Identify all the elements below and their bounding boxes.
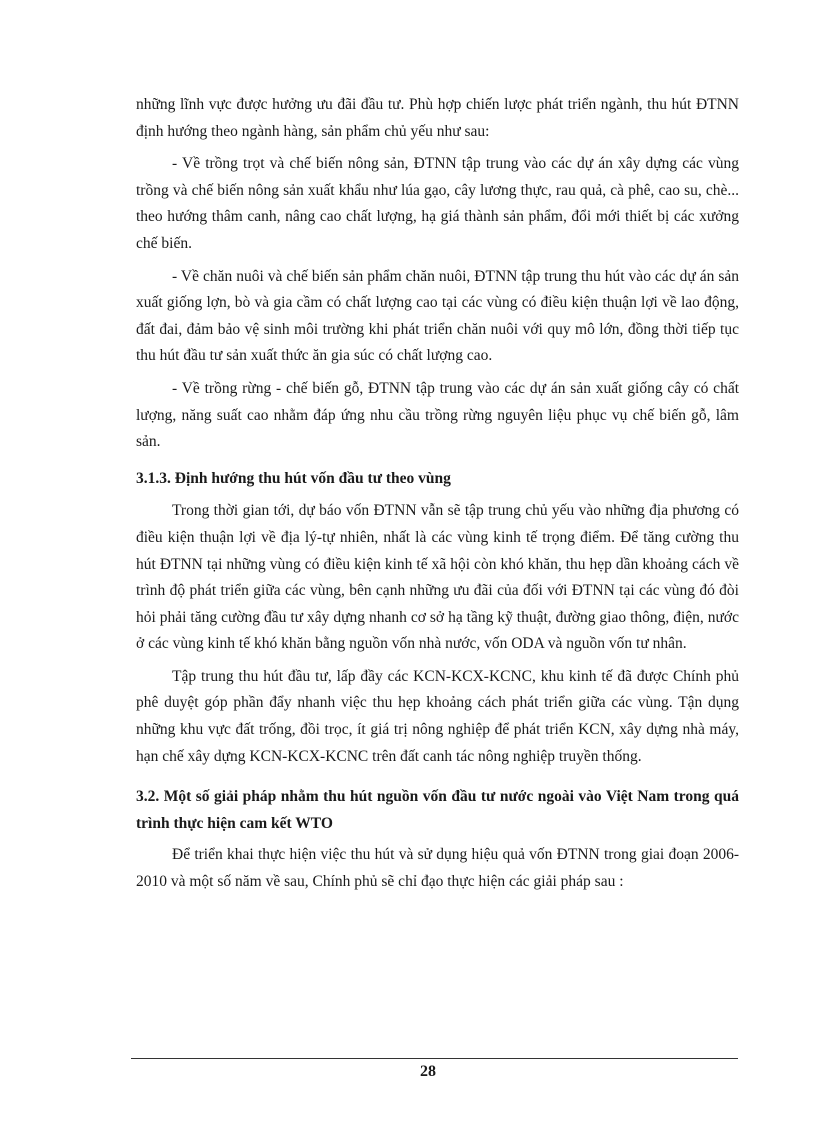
- page-number: 28: [420, 1063, 436, 1080]
- paragraph-crops: - Về trồng trọt và chế biến nông sản, ĐTNN tập trung vào các dự án xây dựng các vùng trồng và chế biến nông sản xuất khẩu như lúa gạo, cây lương thực, rau quả, cà phê, cao su, chè... theo hướng thâm canh, nâng cao chất lượng, hạ giá thành sản phẩm, đổi mới thiết bị các xưởng chế biến.: [136, 155, 739, 252]
- section-heading-3-1-3: 3.1.3. Định hướng thu hút vốn đầu tư theo vùng: [136, 469, 451, 487]
- paragraph-intro: những lĩnh vực được hưởng ưu đãi đầu tư. Phù hợp chiến lược phát triển ngành, thu hút ĐTNN định hướng theo ngành hàng, sản phẩm chủ yếu như sau:: [136, 96, 739, 140]
- paragraph-forestry: - Về trồng rừng - chế biến gỗ, ĐTNN tập trung vào các dự án sản xuất giống cây có chất lượng, năng suất cao nhằm đáp ứng nhu cầu trồng rừng nguyên liệu phục vụ chế biến gỗ, lâm sản.: [136, 379, 739, 451]
- footer-divider: [131, 1058, 738, 1059]
- paragraph-region-1: Trong thời gian tới, dự báo vốn ĐTNN vẫn sẽ tập trung chủ yếu vào những địa phương có điều kiện thuận lợi về địa lý-tự nhiên, nhất là các vùng kinh tế trọng điểm. Để tăng cường thu hút ĐTNN tại những vùng có điều kiện kinh tế xã hội còn khó khăn, thu hẹp dần khoảng cách về trình độ phát triển giữa các vùng, bên cạnh những ưu đãi của đối với ĐTNN tại các vùng đó đòi hỏi phải tăng cường đầu tư xây dựng nhanh cơ sở hạ tầng kỹ thuật, đường giao thông, điện, nước ở các vùng kinh tế khó khăn bằng nguồn vốn nhà nước, vốn ODA và nguồn vốn tư nhân.: [136, 502, 739, 653]
- section-heading-3-2: 3.2. Một số giải pháp nhằm thu hút nguồn vốn đầu tư nước ngoài vào Việt Nam trong quá trình thực hiện cam kết WTO: [136, 788, 739, 832]
- paragraph-solutions: Để triển khai thực hiện việc thu hút và sử dụng hiệu quả vốn ĐTNN trong giai đoạn 2006- 2010 và một số năm về sau, Chính phủ sẽ chỉ đạo thực hiện các giải pháp sau :: [136, 846, 739, 891]
- paragraph-region-2: Tập trung thu hút đầu tư, lấp đầy các KCN-KCX-KCNC, khu kinh tế đã được Chính phủ phê duyệt góp phần đẩy nhanh việc thu hẹp khoảng cách phát triển giữa các vùng. Tận dụng những khu vực đất trống, đồi trọc, ít giá trị nông nghiệp để phát triển KCN, xây dựng nhà máy, hạn chế xây dựng KCN-KCX-KCNC trên đất canh tác nông nghiệp truyền thống.: [136, 667, 739, 765]
- paragraph-livestock: - Về chăn nuôi và chế biến sản phẩm chăn nuôi, ĐTNN tập trung thu hút vào các dự án sản xuất giống lợn, bò và gia cầm có chất lượng cao tại các vùng có điều kiện thuận lợi về lao động, đất đai, đảm bảo vệ sinh môi trường khi phát triển chăn nuôi với quy mô lớn, đồng thời tiếp tục thu hút đầu tư sản xuất thức ăn gia súc có chất lượng cao.: [136, 267, 739, 365]
- document-page: [136, 92, 739, 896]
